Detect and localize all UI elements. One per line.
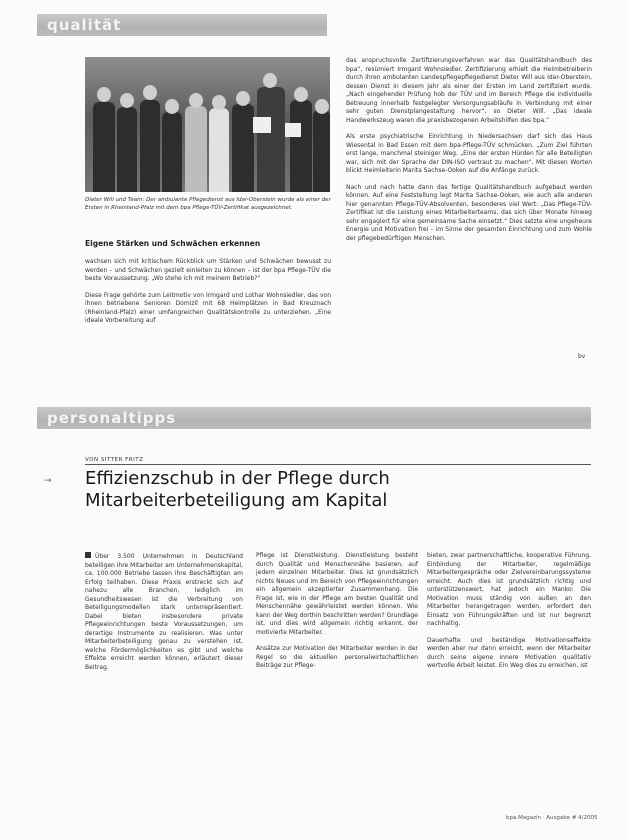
- paragraph: Diese Frage gehörte zum Leitmotiv von Irmgard und Lothar Wohnsiedler, das von ihnen betriebene Senioren Domizil mit 68 Heimplätzen in Bad Kreuznach (Rheinland-Pfalz) einer umfangreichen Qualitätskontrolle zu unterziehen. „Eine ideale Vorbereitung auf: [85, 291, 331, 324]
- article-column-1: [85, 552, 243, 807]
- photo-caption: Dieter Will und Team: Der ambulante Pflegedienst aus Idar-Oberstein wurde als einer der Ersten in Rheinland-Pfalz mit dem bpa Pflege-TÜV-Zertifikat ausgezeichnet.: [85, 197, 331, 211]
- bullet-icon: [85, 552, 91, 558]
- paragraph: Über 3.500 Unternehmen in Deutschland beteiligen ihre Mitarbeiter am Unternehmenskapital, ca. 100.000 Betriebe lassen ihre Beschäftigten am Erfolg teilhaben. Diese Praxis erstreckt sich auf nahezu alle Branchen, lediglich im Gesundheitswesen ist die Verbreitung von Beteiligungsmodellen stark unterrepräsentiert. Dabei bieten insbesondere private Pflegeeinrichtungen beste Voraussetzungen, um derartige Instrumente zu realisieren. Was unter Mitarbeiterbeteiligung genau zu verstehen ist, welche Fördermöglichkeiten es gibt und welche Effekte erreicht werden können, erläutert dieser Beitrag.: [85, 553, 243, 671]
- paragraph: Ansätze zur Motivation der Mitarbeiter werden in der Regel so die aktuellen personalwirtschaftlichen Beiträge zur Pflege-: [256, 645, 418, 669]
- section-header-qualitaet: qualität: [37, 14, 327, 36]
- paragraph: Pflege ist Dienstleistung. Dienstleistung besteht durch Qualität und Menschennähe basieren, auf jedem einzelnen Mitarbeiter. Dies ist grundsätzlich nichts Neues und im Bereich von Pflegeeinrichtungen ein allgemein akzeptierter Zusammenhang. Die Frage ist, wie in der Pflege am besten Qualität und Menschennähe gewährleistet werden können. Wie kann der Weg dorthin beschritten werden? Grundlage ist, und dies wird allgemein richtig erkannt, der motivierte Mitarbeiter.: [256, 552, 418, 636]
- margin-arrow-icon: →: [44, 476, 52, 486]
- headline-line-1: Effizienzschub in der Pflege durch: [85, 468, 390, 489]
- paragraph: wachsen sich mit kritischem Rückblick um Stärken und Schwächen bewusst zu werden – und Schwächen gezielt einleiten zu können – ist der bpa Pflege-TÜV die beste Voraussetzung. „Wo stehe ich mit meinem Betrieb?“: [85, 258, 331, 282]
- paragraph: das anspruchsvolle Zertifizierungsverfahren war das Qualitätshandbuch des bpa“, resümiert Irmgard Wohnsiedler. Zertifizierung erhielt die Heimbetreiberin durch ihren ambulanten Landespflegepflegedienst Dieter Will aus Idar-Oberstein, dessen Dienst in diesem Jahr als einer der Ersten im Land zertifiziert wurde. „Nach eingehender Prüfung hob der TÜV und im Bereich Pflege die individuelle Betreuung innerhalb festgelegter Versorgungsabläufe in Verbindung mit einer sehr guten Dienstplangestaltung hervor“, so Dieter Will. „Das ideale Handwerkszeug waren die praxisbezogenen Arbeitshilfen des bpa.“: [346, 57, 592, 124]
- paragraph: Dauerhafte und beständige Motivationseffekte werden aber nur dann erreicht, wenn der Mitarbeiter durch seine eigene innere Motivation qualitativ wertvolle Arbeit leistet. Ein Weg dies zu erreichen, ist: [427, 636, 591, 669]
- headline-line-2: Mitarbeiterbeteiligung am Kapital: [85, 490, 388, 511]
- top-right-column: [346, 57, 592, 362]
- team-photo: [85, 57, 330, 192]
- article-headline: [85, 468, 585, 512]
- divider: [85, 464, 591, 465]
- byline: VON SITTER FRITZ: [85, 457, 144, 463]
- paragraph: Als erste psychiatrische Einrichtung in Niedersachsen darf sich das Haus Wiesental in Bad Essen mit dem bpa-Pflege-TÜV schmücken. „Zum Ziel führten erst lange, manchmal steiniger Weg. „Eine der ersten Hürden für alle Beteiligten war, sich mit der Sprache der DIN-ISO vertraut zu machen“. Mit diesen Worten blickt Heimleiterin Marita Sachse-Ooken auf die Anfänge zurück.: [346, 133, 592, 174]
- article-column-2: [256, 552, 418, 807]
- section-header-personaltipps: personaltipps: [37, 407, 591, 429]
- article-column-3: [427, 552, 591, 807]
- page-footer: bpa.Magazin · Ausgabe # 4/2005: [506, 815, 598, 821]
- continued-marker: bv: [578, 353, 586, 360]
- top-left-column: [85, 258, 331, 358]
- paragraph: Nach und nach hatte dann das fertige Qualitätshandbuch aufgebaut werden können. Auf eine Feststellung legt Marita Sachse-Ooken, wie auch alle anderen hier genannten Pflege-TÜV-Absolventen, besonderes viel Wert: „Das Pflege-TÜV-Zertifikat ist die Leistung eines Mitarbeiterteams, das sich über Monate hinweg sehr engagiert für eine gemeinsame Sache einsetzt.“ Dies setzte eine ungeheure Energie und Motivation frei – im Sinne der gesamten Einrichtung und zum Wohle der pflegebedürftigen Menschen.: [346, 183, 592, 242]
- paragraph: bieten, zwar partnerschaftliche, kooperative Führung, Einbindung der Mitarbeiter, regelmäßige Mitarbeitergespräche oder Zielvereinbarungssysteme erreicht. Auch dies ist grundsätzlich richtig und unterstützenswert, hat jedoch ein Manko: Die Motivation muss ständig von außen an den Mitarbeiter herangetragen werden, erfordert den Einsatz von Führungskräften und ist nur begrenzt nachhaltig.: [427, 552, 591, 627]
- subheading: Eigene Stärken und Schwächen erkennen: [85, 239, 261, 248]
